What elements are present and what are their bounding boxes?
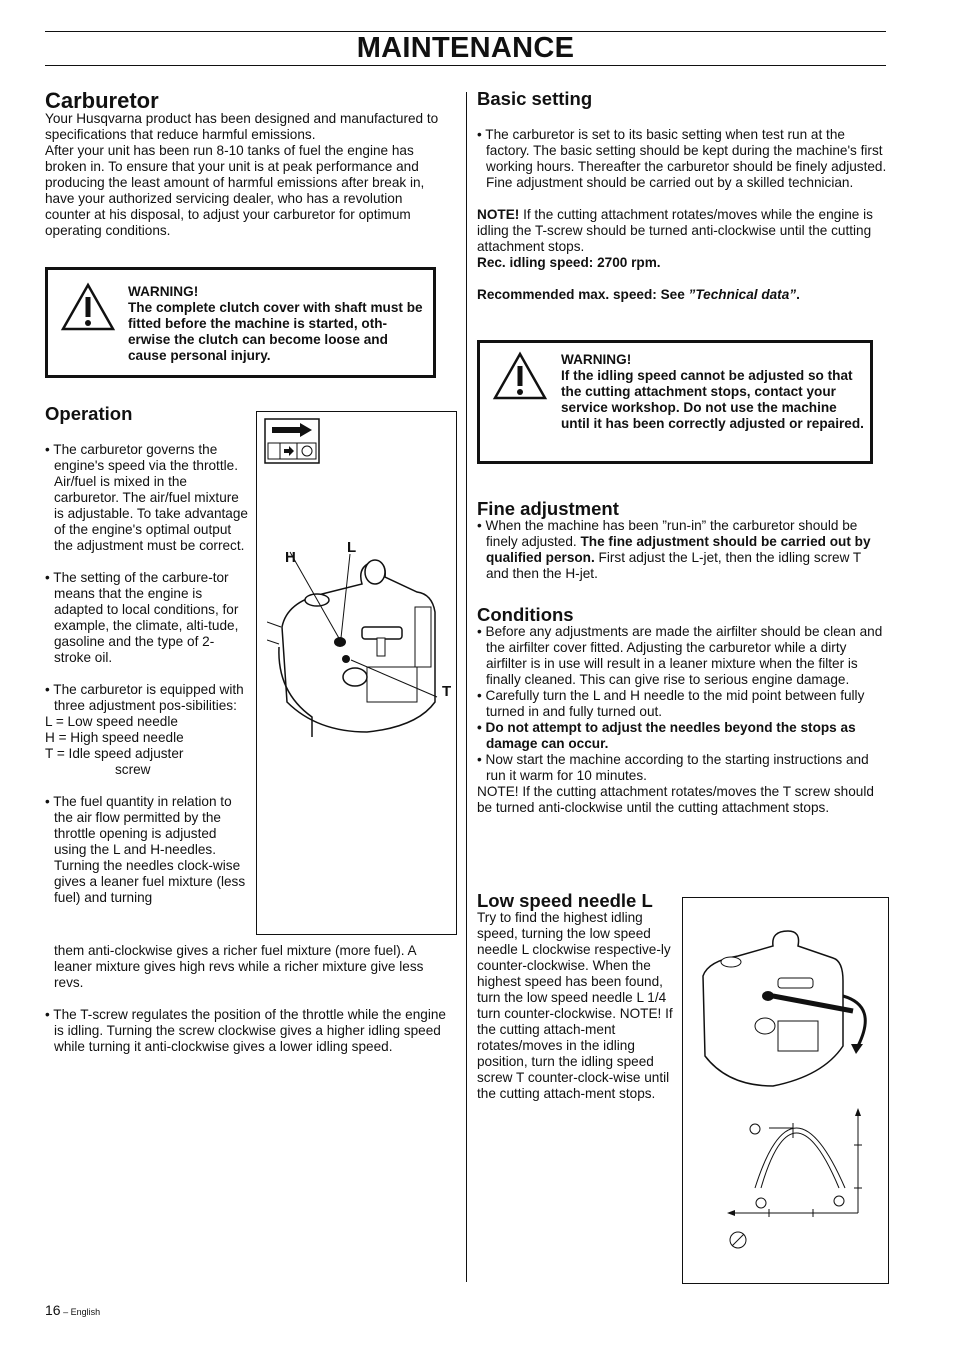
operation-b4a: • The fuel quantity in relation to the air flow permitted by the throttle opening is adjusted using the L and H-needles. Turning the needles clock-wise gives a leaner fuel mixture (less fuel) and turning bbox=[45, 794, 246, 905]
max-speed-suffix: . bbox=[796, 287, 800, 302]
conditions-text bbox=[477, 624, 887, 816]
note-label: NOTE! bbox=[477, 207, 520, 222]
operation-heading: Operation bbox=[45, 403, 133, 424]
low-speed-needle-figure bbox=[682, 897, 889, 1284]
fine-c: First adjust the L-jet, then the idling screw T and then the H-jet. bbox=[486, 550, 861, 581]
operation-b5: • The T-screw regulates the position of the throttle while the engine is idling. Turning the screw clockwise gives a higher idling speed while turning it anti-clockwise gives a lower idling speed. bbox=[45, 1007, 446, 1054]
carburetor-p2: After your unit has been run 8-10 tanks of fuel the engine has broken in. To ensure that your unit is at peak performance and producing the least amount of harmful emissions after break in, have your authorized servicing dealer, who has a revolution counter at his disposal, to adjust your carburetor for optimum operating conditions. bbox=[45, 143, 425, 238]
operation-b5-wrap bbox=[45, 1007, 454, 1055]
basic-setting-text bbox=[477, 127, 887, 303]
page-title: MAINTENANCE bbox=[356, 32, 575, 64]
adjustment-curve-diagram bbox=[713, 1108, 863, 1268]
operation-b4b: them anti-clockwise gives a richer fuel mixture (more fuel). A leaner mixture gives high revs while a richer mixture give less revs. bbox=[54, 943, 424, 990]
note-text: If the cutting attachment rotates/moves while the engine is idling the T-screw should be turned anti-clockwise until the cutting attachment stops. bbox=[477, 207, 873, 254]
warning-text: If the idling speed cannot be adjusted so that the cutting attachment stops, contact your service workshop. Do not use the machine until it has been correctly adjusted or repaired. bbox=[561, 368, 864, 431]
throttle-start-symbol-icon bbox=[264, 418, 320, 464]
warning-box-clutch bbox=[45, 267, 436, 378]
legend-h: H = High speed needle bbox=[45, 730, 184, 745]
page-number: 16 bbox=[45, 1302, 61, 1318]
low-speed-needle-text bbox=[477, 910, 679, 1102]
warning-triangle-icon bbox=[60, 282, 116, 332]
warning-text: The complete clutch cover with shaft must be fitted before the machine is started, oth-erwise the clutch can become loose and cause personal injury. bbox=[128, 300, 423, 363]
fine-adjustment-heading: Fine adjustment bbox=[477, 498, 619, 519]
warning-box-idling bbox=[477, 340, 873, 464]
legend-t2: screw bbox=[115, 762, 151, 777]
carburetor-heading: Carburetor bbox=[45, 88, 159, 113]
carburetor-p1: Your Husqvarna product has been designed and manufactured to specifications that reduce harmful emissions. bbox=[45, 111, 439, 142]
conditions-b2: • Carefully turn the L and H needle to the mid point between fully turned in and fully turned out. bbox=[477, 688, 865, 719]
operation-b2: • The setting of the carbure-tor means that the engine is adapted to local conditions, for example, the climate, alti-tude, gasoline and the type of 2-stroke oil. bbox=[45, 570, 239, 665]
conditions-b4: • Now start the machine according to the starting instructions and run it warm for 10 minutes. bbox=[477, 752, 869, 783]
operation-b3: • The carburetor is equipped with three adjustment pos-sibilities: bbox=[45, 682, 244, 713]
low-speed-needle-heading: Low speed needle L bbox=[477, 890, 653, 911]
footer bbox=[45, 1302, 100, 1320]
conditions-note: NOTE! If the cutting attachment rotates/moves the T screw should be turned anti-clockwise until the cutting attachment stops. bbox=[477, 784, 874, 815]
operation-b1: • The carburetor governs the engine's speed via the throttle. Air/fuel is mixed in the carburetor. The air/fuel mixture is adjustable. To take advantage of the engine's optimal output the adjustment must be correct. bbox=[45, 442, 248, 553]
low-text: Try to find the highest idling speed, turning the low speed needle L clockwise respective-ly counter-clockwise. When the highest speed has been found, turn the low speed needle L 1/4 turn counter-clockwise. NOTE! If the cutting attach-ment rotates/moves in the idling position, turn the idling speed screw T counter-clock-wise until the cutting attach-ment stops. bbox=[477, 910, 673, 1101]
conditions-heading: Conditions bbox=[477, 604, 574, 625]
operation-text bbox=[45, 442, 248, 906]
warning-label: WARNING! bbox=[561, 352, 632, 367]
basic-b1: • The carburetor is set to its basic setting when test run at the factory. The basic setting should be kept during the machine's first working hours. Thereafter the carburetor should be finely adjusted. Fine adjustment should be carried out by a skilled technician. bbox=[477, 127, 887, 190]
basic-setting-heading: Basic setting bbox=[477, 88, 593, 109]
fine-b: The fine adjustment should be carried out by qualified person. bbox=[486, 534, 871, 565]
fine-adjustment-text bbox=[477, 518, 887, 582]
warning-triangle-icon bbox=[492, 351, 548, 401]
technical-data-link: ”Technical data” bbox=[688, 287, 797, 302]
column-divider bbox=[466, 92, 467, 1282]
fine-a: • When the machine has been ”run-in” the carburetor should be finely adjusted. bbox=[477, 518, 858, 549]
title-rule bbox=[45, 65, 886, 66]
label-h: H bbox=[285, 549, 296, 566]
legend-t: T = Idle speed adjuster bbox=[45, 746, 184, 761]
carburetor-text bbox=[45, 111, 451, 239]
max-speed-label: Recommended max. speed: See bbox=[477, 287, 689, 302]
engine-adjust-illustration bbox=[693, 926, 883, 1096]
label-t: T bbox=[442, 683, 452, 700]
operation-text-wide bbox=[54, 943, 454, 1007]
carburetor-figure bbox=[256, 411, 457, 935]
warning-label: WARNING! bbox=[128, 284, 199, 299]
footer-language: – English bbox=[60, 1307, 101, 1317]
conditions-b1: • Before any adjustments are made the airfilter should be clean and the airfilter cover fitted. Adjusting the carburetor while a dirty airfilter is in use will result in a leaner mixture when the filter is finally cleaned. This can give rise to serious engine damage. bbox=[477, 624, 883, 687]
label-l: L bbox=[347, 539, 357, 556]
legend-l: L = Low speed needle bbox=[45, 714, 178, 729]
rec-idle-speed: Rec. idling speed: 2700 rpm. bbox=[477, 255, 661, 270]
conditions-b3: • Do not attempt to adjust the needles beyond the stops as damage can occur. bbox=[477, 720, 856, 751]
